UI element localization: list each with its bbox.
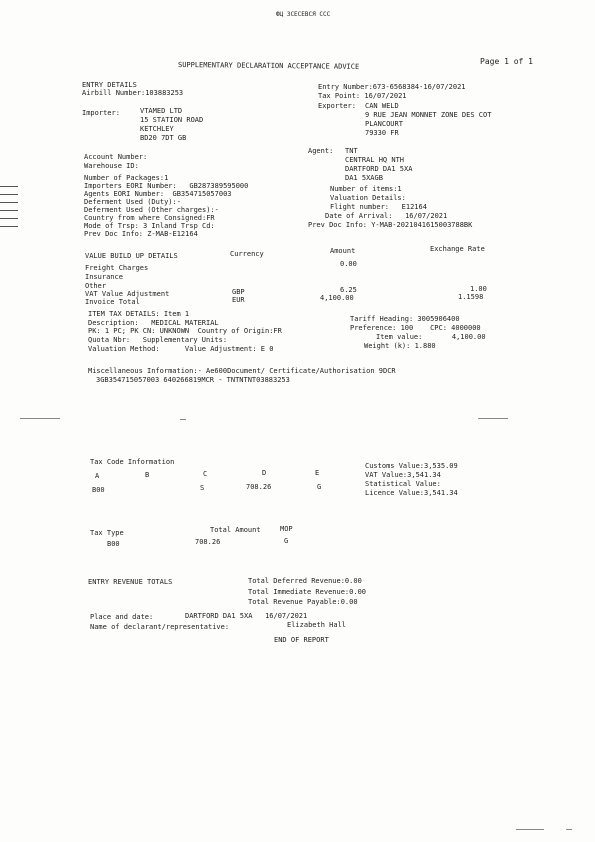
- item-description: Description: MEDICAL MATERIAL: [88, 319, 219, 327]
- importer-line: 15 STATION ROAD: [140, 116, 204, 124]
- agent-line: DA1 5XAGB: [345, 174, 383, 182]
- valuation-method: Valuation Method: Value Adjustment: E 0: [88, 345, 274, 353]
- misc-information: Miscellaneous Information:- Ae600Document/ Certificate/Authorisation 9DCR: [88, 367, 396, 375]
- warehouse-id: Warehouse ID:: [84, 162, 139, 170]
- importer-line: KETCHLEY: [140, 125, 174, 133]
- exchange-rate-column-header: Exchange Rate: [430, 245, 485, 253]
- importer-line: VTAMED LTD: [140, 107, 183, 115]
- value-row-label: Insurance: [85, 273, 123, 281]
- statistical-value: Statistical Value:: [365, 480, 441, 488]
- deferment-other: Deferment Used (Other charges):-: [84, 206, 219, 214]
- tax-code-col-c: C: [203, 470, 208, 478]
- weight: Weight (k): 1.880: [364, 342, 436, 350]
- value-row-rate: 1.00: [470, 285, 487, 293]
- total-immediate-revenue: Total Immediate Revenue:0.00: [248, 588, 367, 596]
- value-row-amount: 6.25: [340, 286, 357, 294]
- quota-number: Quota Nbr: Supplementary Units:: [88, 336, 228, 344]
- tax-code-col-d: D: [262, 469, 267, 477]
- value-row-label: Other: [85, 282, 107, 290]
- end-of-report: END OF REPORT: [274, 636, 329, 644]
- agent-eori: Agents EORI Number: GB354715057003: [84, 190, 232, 198]
- exporter-line: 9 RUE JEAN MONNET ZONE DES COT: [365, 111, 492, 119]
- top-stamp: ФЦ ЗСЕСЕВСЯ ССС: [276, 11, 331, 18]
- exporter-line: CAN WELD: [365, 102, 399, 110]
- tax-code-col-e: E: [315, 469, 320, 477]
- preference: Preference: 100 CPC: 4000000: [350, 324, 481, 332]
- importer-label: Importer:: [82, 109, 120, 117]
- page-number: Page 1 of 1: [480, 57, 533, 66]
- place-date-label: Place and date:: [90, 613, 154, 621]
- prev-doc-info-left: Prev Doc Info: Z-MAB-E12164: [84, 230, 198, 238]
- page-title: SUPPLEMENTARY DECLARATION ACCEPTANCE ADVICE: [177, 61, 360, 71]
- flight-number: Flight number: E12164: [330, 203, 427, 211]
- agent-line: DARTFORD DA1 5XA: [345, 165, 413, 173]
- currency-column-header: Currency: [230, 250, 264, 258]
- misc-information-continued: 3GB354715057003 640266819MCR - TNTNTNT03883253: [96, 376, 290, 384]
- amount-column-header: Amount: [330, 247, 356, 255]
- importer-line: BD20 7DT GB: [140, 134, 187, 142]
- tax-code-cell-c: S: [200, 484, 205, 492]
- tax-point: Tax Point: 16/07/2021: [318, 92, 407, 100]
- revenue-heading: ENTRY REVENUE TOTALS: [88, 578, 173, 586]
- value-row-currency: GBP: [232, 288, 245, 296]
- tariff-heading: Tariff Heading: 3005906400: [350, 315, 460, 323]
- entry-details-heading: ENTRY DETAILS: [82, 81, 137, 89]
- account-number: Account Number:: [84, 153, 148, 161]
- number-of-items: Number of items:1: [330, 185, 402, 193]
- prev-doc-info-right: Prev Doc Info: Y-MAB-2021041615003788BK: [308, 221, 473, 229]
- valuation-details: Valuation Details:: [330, 194, 406, 202]
- tax-code-cell-e: G: [317, 483, 322, 491]
- customs-value: Customs Value:3,535.09: [365, 462, 458, 470]
- exporter-line: 79330 FR: [365, 129, 399, 137]
- country-consigned: Country from where Consigned:FR: [84, 214, 215, 222]
- total-amount-value: 708.26: [195, 538, 221, 546]
- deferment-duty: Deferment Used (Duty):-: [84, 198, 181, 206]
- licence-value: Licence Value:3,541.34: [365, 489, 458, 497]
- total-deferred-revenue: Total Deferred Revenue:0.00: [248, 577, 362, 585]
- item-details-heading: ITEM TAX DETAILS: Item 1: [88, 310, 190, 318]
- agent-line: TNT: [345, 147, 358, 155]
- exporter-line: PLANCOURT: [365, 120, 403, 128]
- declarant-value: Elizabeth Hall: [287, 621, 347, 629]
- tax-type-value: B00: [107, 540, 120, 548]
- tax-code-col-b: B: [145, 471, 150, 479]
- value-build-heading: VALUE BUILD UP DETAILS: [85, 252, 178, 260]
- vat-value: VAT Value:3,541.34: [365, 471, 441, 479]
- mode-of-transport: Mode of Trsp: 3 Inland Trsp Cd:: [84, 222, 215, 230]
- tax-type-header: Tax Type: [90, 529, 124, 537]
- agent-label: Agent:: [308, 147, 334, 155]
- mop-header: MOP: [280, 525, 293, 533]
- tax-code-cell-a: B00: [92, 486, 105, 494]
- exporter-label: Exporter:: [318, 102, 356, 110]
- value-row-rate: 1.1598: [458, 293, 484, 301]
- agent-line: CENTRAL HQ NTH: [345, 156, 405, 164]
- total-revenue-payable: Total Revenue Payable:0.00: [248, 598, 358, 606]
- tax-code-col-a: A: [95, 472, 100, 480]
- package-line: PK: 1 PC; PK CN: UNKNOWN Country of Origin:FR: [88, 327, 282, 335]
- value-row-amount: 0.00: [340, 260, 357, 268]
- mop-value: G: [284, 537, 289, 545]
- tax-code-cell-d: 708.26: [246, 483, 272, 491]
- declarant-label: Name of declarant/representative:: [90, 623, 230, 631]
- airbill-number: Airbill Number:103883253: [82, 89, 184, 97]
- total-amount-header: Total Amount: [210, 526, 261, 534]
- entry-number: Entry Number:673-6568384-16/07/2021: [318, 83, 466, 91]
- number-of-packages: Number of Packages:1: [84, 174, 169, 182]
- date-of-arrival: Date of Arrival: 16/07/2021: [325, 212, 448, 220]
- place-date-value: DARTFORD DA1 5XA 16/07/2021: [185, 612, 308, 620]
- tax-code-heading: Tax Code Information: [90, 458, 175, 466]
- value-row-currency: EUR: [232, 296, 245, 304]
- value-row-amount: 4,100.00: [320, 294, 354, 302]
- item-value: Item value: 4,100.00: [376, 333, 486, 341]
- value-row-label: Invoice Total: [85, 298, 140, 306]
- importer-eori: Importers EORI Number: GB287389595000: [84, 182, 249, 190]
- value-row-label: VAT Value Adjustment: [85, 290, 170, 298]
- value-row-label: Freight Charges: [85, 264, 149, 272]
